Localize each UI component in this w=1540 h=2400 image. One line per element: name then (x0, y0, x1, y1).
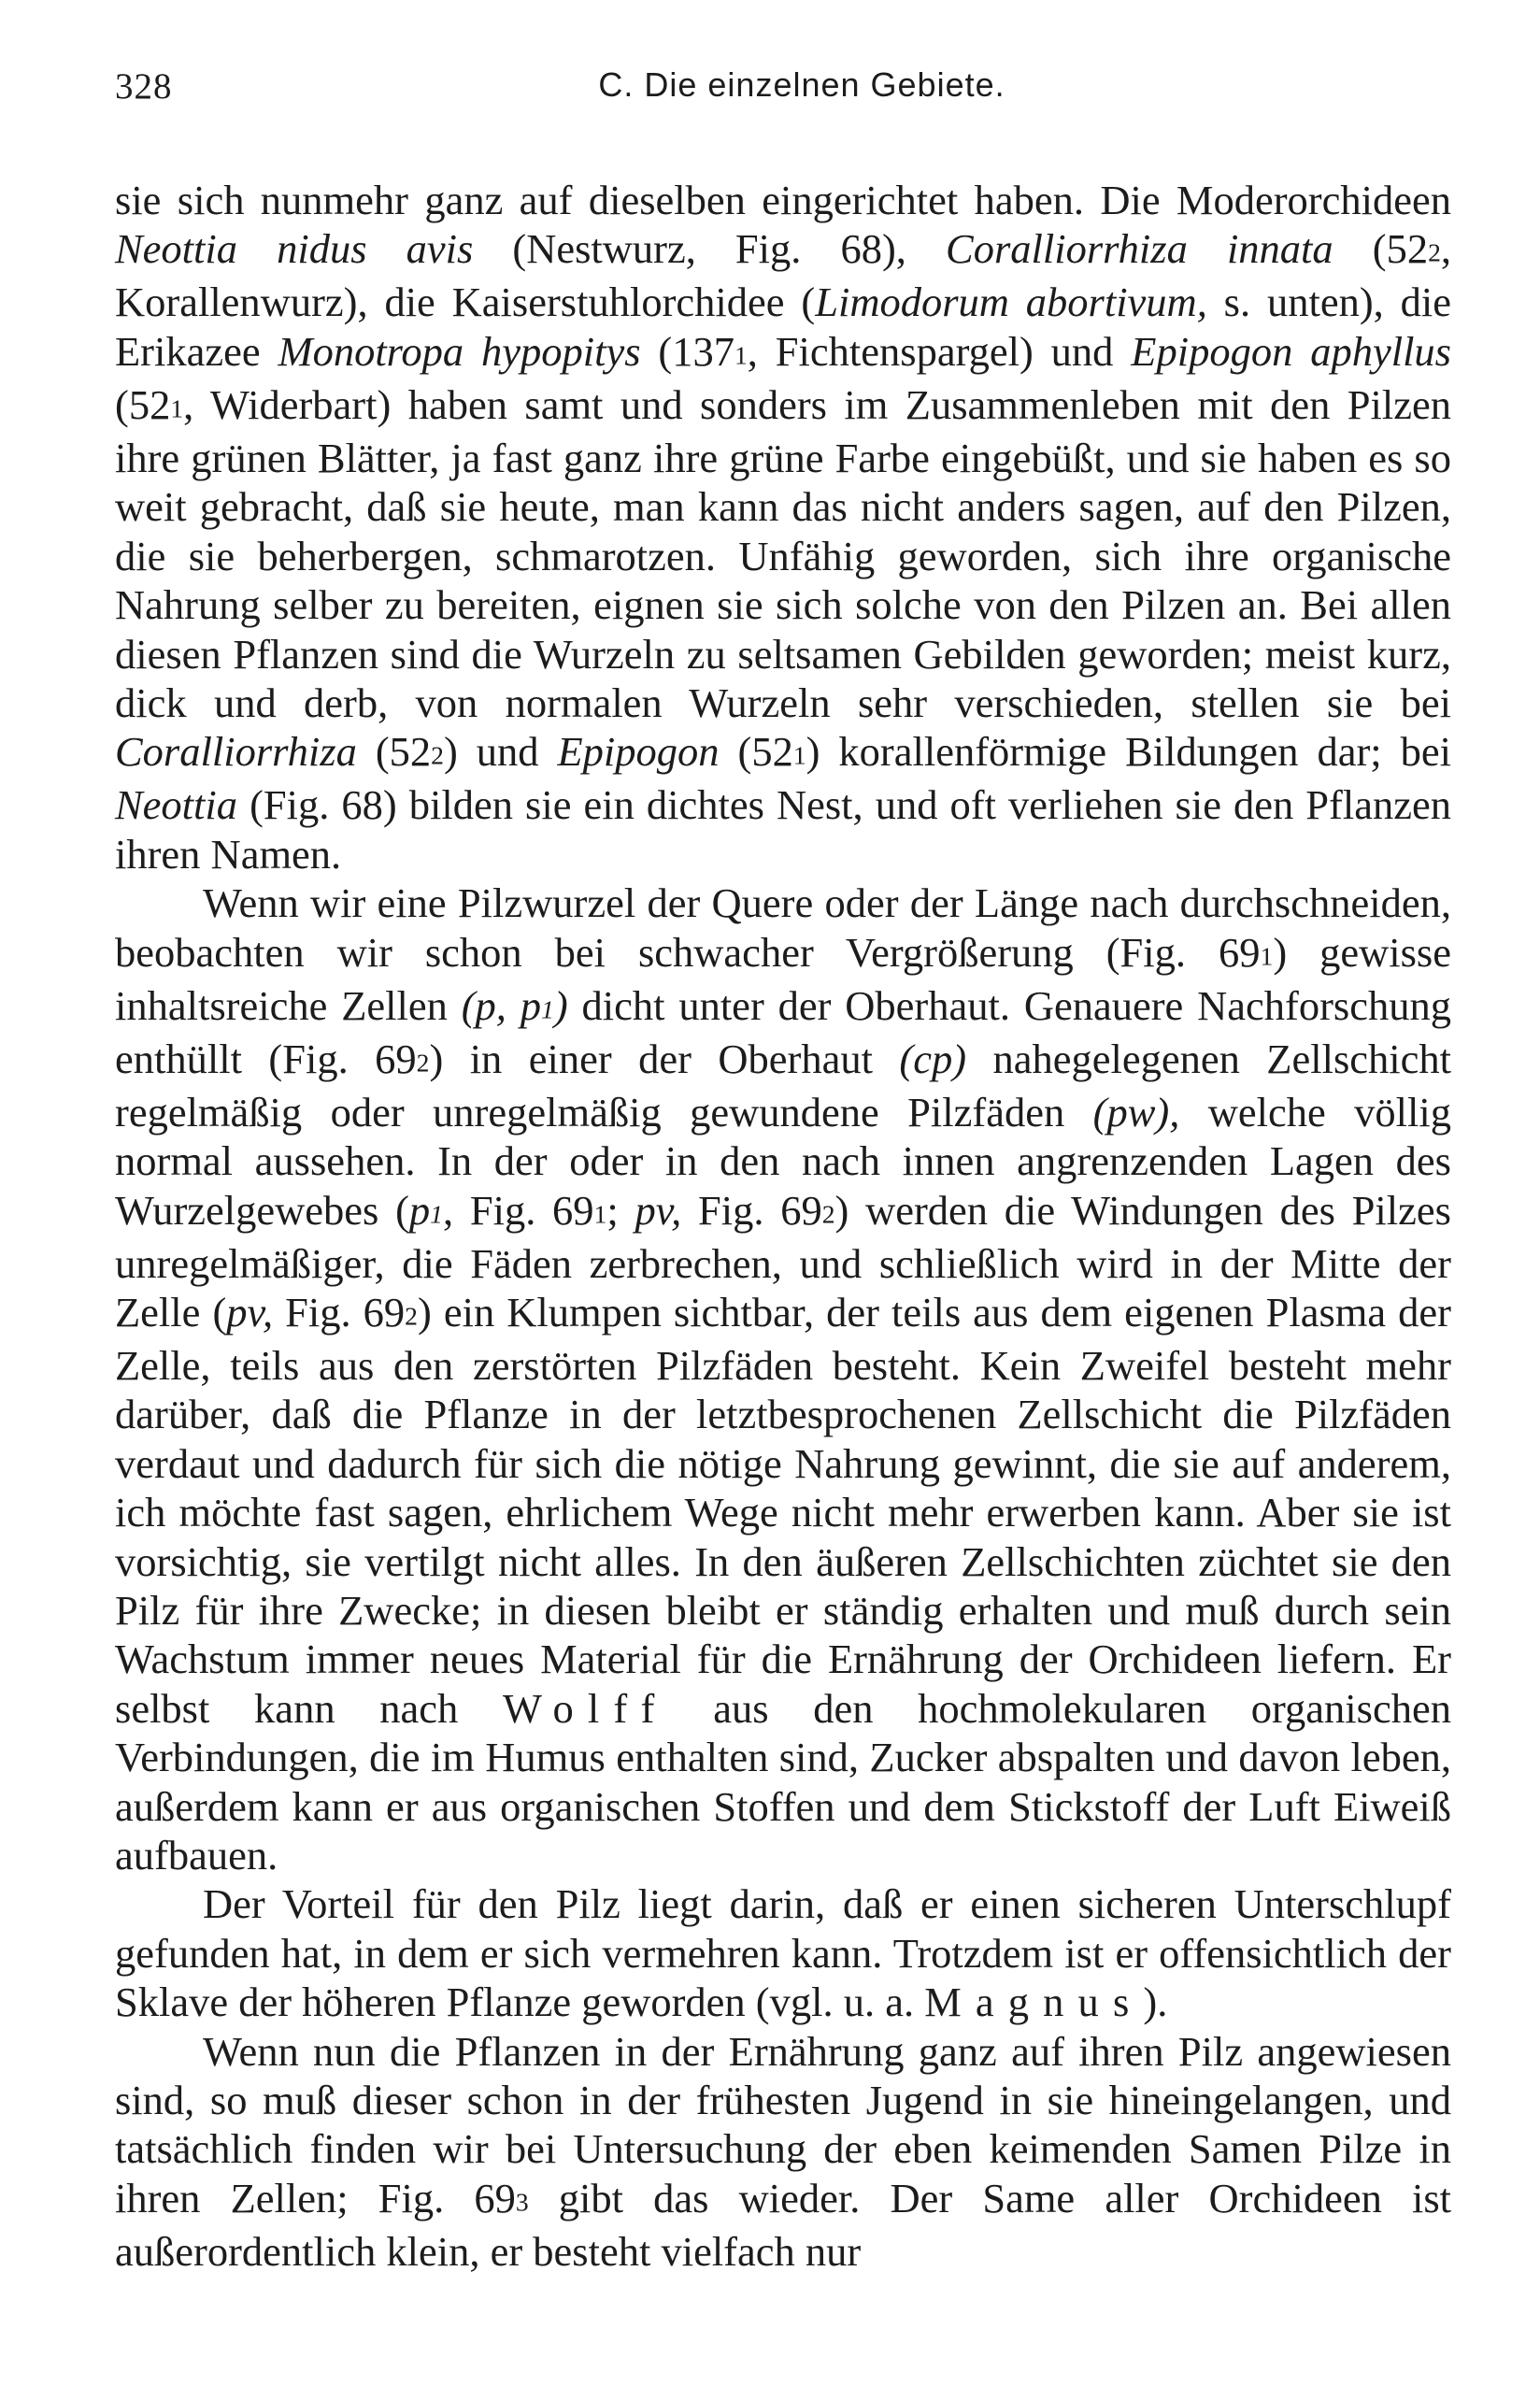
figure-subscript: 1 (593, 1199, 607, 1229)
figure-subscript: 1 (170, 393, 184, 423)
paragraph (115, 176, 1451, 879)
italic-text: (p, p (461, 981, 542, 1029)
page-number: 328 (115, 66, 173, 107)
text-run: ) werden die Windungen des Pilzes unregelmäßiger, die Fäden zerbrechen, und schließlich wird in der Mitte der Zelle ( (115, 1186, 1451, 1336)
italic-text: Coralliorrhiza (115, 728, 357, 776)
text-run: , Korallenwurz), die Kaiserstuhlorchidee ( (115, 225, 1451, 326)
figure-subscript: 2 (416, 1048, 430, 1078)
book-page (115, 65, 1451, 2276)
figure-subscript: 2 (1428, 238, 1441, 268)
italic-text: Monotropa hypopitys (278, 327, 641, 375)
figure-subscript: 3 (515, 2187, 529, 2217)
text-run: ) gewisse inhaltsreiche Zellen (115, 928, 1451, 1029)
text-run: (Nestwurz, Fig. 68), (473, 225, 947, 273)
text-run: dicht unter der Oberhaut. Genauere Nachforschung enthüllt (Fig. 69 (115, 981, 1451, 1082)
figure-subscript: 2 (821, 1199, 835, 1229)
text-run: , Fig. 69 (442, 1186, 594, 1234)
italic-text: (cp) (899, 1035, 967, 1082)
text-run: , Widerbart) haben samt und sonders im Zusammenleben mit den Pilzen ihre grünen Blätter, ja fast ganz ihre grüne Farbe eingebüßt, und sie haben es so weit gebracht, daß sie heute, man kann das nicht anders sagen, auf den Pilzen, die sie beherbergen, schmarotzen. Unfähig geworden, sich ihre organische Nahrung selber zu bereiten, eignen sie sich solche von den Pilzen an. Bei allen diesen Pflanzen sind die Wurzeln zu seltsamen Gebilden geworden; meist kurz, dick und derb, von normalen Wurzeln sehr verschieden, stellen sie bei (115, 380, 1451, 726)
figure-subscript: 1 (1260, 941, 1274, 971)
figure-subscript: 1 (541, 994, 554, 1024)
page-header (115, 65, 1451, 121)
text-run: (137 (640, 327, 734, 375)
text-run: welche völlig normal aussehen. In der oder in den nach innen angrenzenden Lagen des Wurzelgewebes ( (115, 1088, 1451, 1234)
figure-subscript: 2 (431, 740, 444, 770)
text-run: Wenn wir eine Pilzwurzel der Quere oder der Länge nach durchschneiden, beobachten wir schon bei schwacher Vergrößerung (Fig. 69 (115, 879, 1451, 976)
text-run: (52 (719, 728, 793, 776)
text-run: nahegelegenen Zellschicht regelmäßig oder unregelmäßig gewundene Pilzfäden (115, 1035, 1451, 1136)
italic-text: Neottia nidus avis (115, 225, 474, 273)
text-run: ) und (443, 728, 558, 776)
text-run: sie sich nunmehr ganz auf dieselben eingerichtet haben. Die Moderorchideen (115, 177, 1451, 223)
figure-subscript: 1 (792, 740, 806, 770)
italic-text: pv, (226, 1288, 274, 1336)
text-run: ). (1143, 1979, 1168, 2026)
paragraph (115, 1879, 1451, 2026)
paragraph (115, 879, 1451, 1879)
body-text (115, 176, 1451, 2276)
text-run: (52 (115, 380, 171, 428)
text-run: gibt das wieder. Der Same aller Orchideen ist außerordentlich klein, er besteht vielfach nur (115, 2174, 1451, 2275)
italic-text: Epipogon (557, 728, 720, 776)
text-run: Wenn nun die Pflanzen in der Ernährung ganz auf ihren Pilz angewiesen sind, so muß dieser schon in der frühesten Jugend in sie hineingelangen, und tatsächlich finden wir bei Untersuchung der eben keimenden Samen Pilze in ihren Zellen; Fig. 69 (115, 2027, 1451, 2221)
italic-text: Coralliorrhiza innata (946, 225, 1333, 273)
running-title: C. Die einzelnen Gebiete. (598, 65, 1005, 104)
text-run: (52 (356, 728, 432, 776)
text-run: (52 (1333, 225, 1429, 273)
italic-text: Neottia (115, 781, 238, 829)
author-name: Wolff (502, 1684, 669, 1732)
text-run: ) ein Klumpen sichtbar, der teils aus dem eigenen Plasma der Zelle, teils aus den zerstörten Pilzfäden besteht. Kein Zweifel besteht mehr darüber, daß die Pflanze in der letztbesprochenen Zellschicht die Pilzfäden verdaut und dadurch für sich die nötige Nahrung gewinnt, die sie auf anderem, ich möchte fast sagen, ehrlichem Wege nicht mehr erwerben kann. Aber sie ist vorsichtig, sie vertilgt nicht alles. In den äußeren Zellschichten züchtet sie den Pilz für ihre Zwecke; in diesen bleibt er ständig erhalten und muß durch sein Wachstum immer neues Material für die Ernährung der Orchideen liefern. Er selbst kann nach (115, 1288, 1451, 1732)
text-run: ) in einer der Oberhaut (429, 1035, 900, 1082)
text-run: Fig. 69 (273, 1288, 406, 1336)
italic-text: pv, (635, 1186, 682, 1234)
text-run: Der Vorteil für den Pilz liegt darin, daß er einen sicheren Unterschlupf gefunden hat, in dem er sich vermehren kann. Trotzdem ist er offensichtlich der Sklave der höheren Pflanze geworden (vgl. u. a. (115, 1880, 1451, 2026)
italic-text: Epipogon aphyllus (1131, 327, 1451, 375)
paragraph (115, 2027, 1451, 2277)
text-run: (Fig. 68) bilden sie ein dichtes Nest, und oft verliehen sie den Pflanzen ihren Namen. (115, 781, 1451, 878)
text-run: Fig. 69 (681, 1186, 822, 1234)
text-run: , Fichtenspargel) und (747, 327, 1132, 375)
figure-subscript: 1 (430, 1199, 443, 1229)
italic-text: (pw), (1092, 1088, 1180, 1136)
italic-text: p (408, 1186, 431, 1234)
text-run: ; (606, 1186, 635, 1234)
text-run: aus den hochmolekularen organischen Verbindungen, die im Humus enthalten sind, Zucker abspalten und davon leben, außerdem kann er aus organischen Stoffen und dem Stickstoff der Luft Eiweiß aufbauen. (115, 1684, 1451, 1879)
italic-text: ) (553, 981, 568, 1029)
figure-subscript: 2 (405, 1301, 418, 1331)
italic-text: Limodorum abortivum, (815, 279, 1207, 326)
text-run: s. unten), die Erikazee (115, 279, 1452, 375)
figure-subscript: 1 (734, 340, 748, 370)
author-name: Magnus (924, 1979, 1144, 2026)
text-run: ) korallenförmige Bildungen dar; bei (806, 728, 1451, 776)
